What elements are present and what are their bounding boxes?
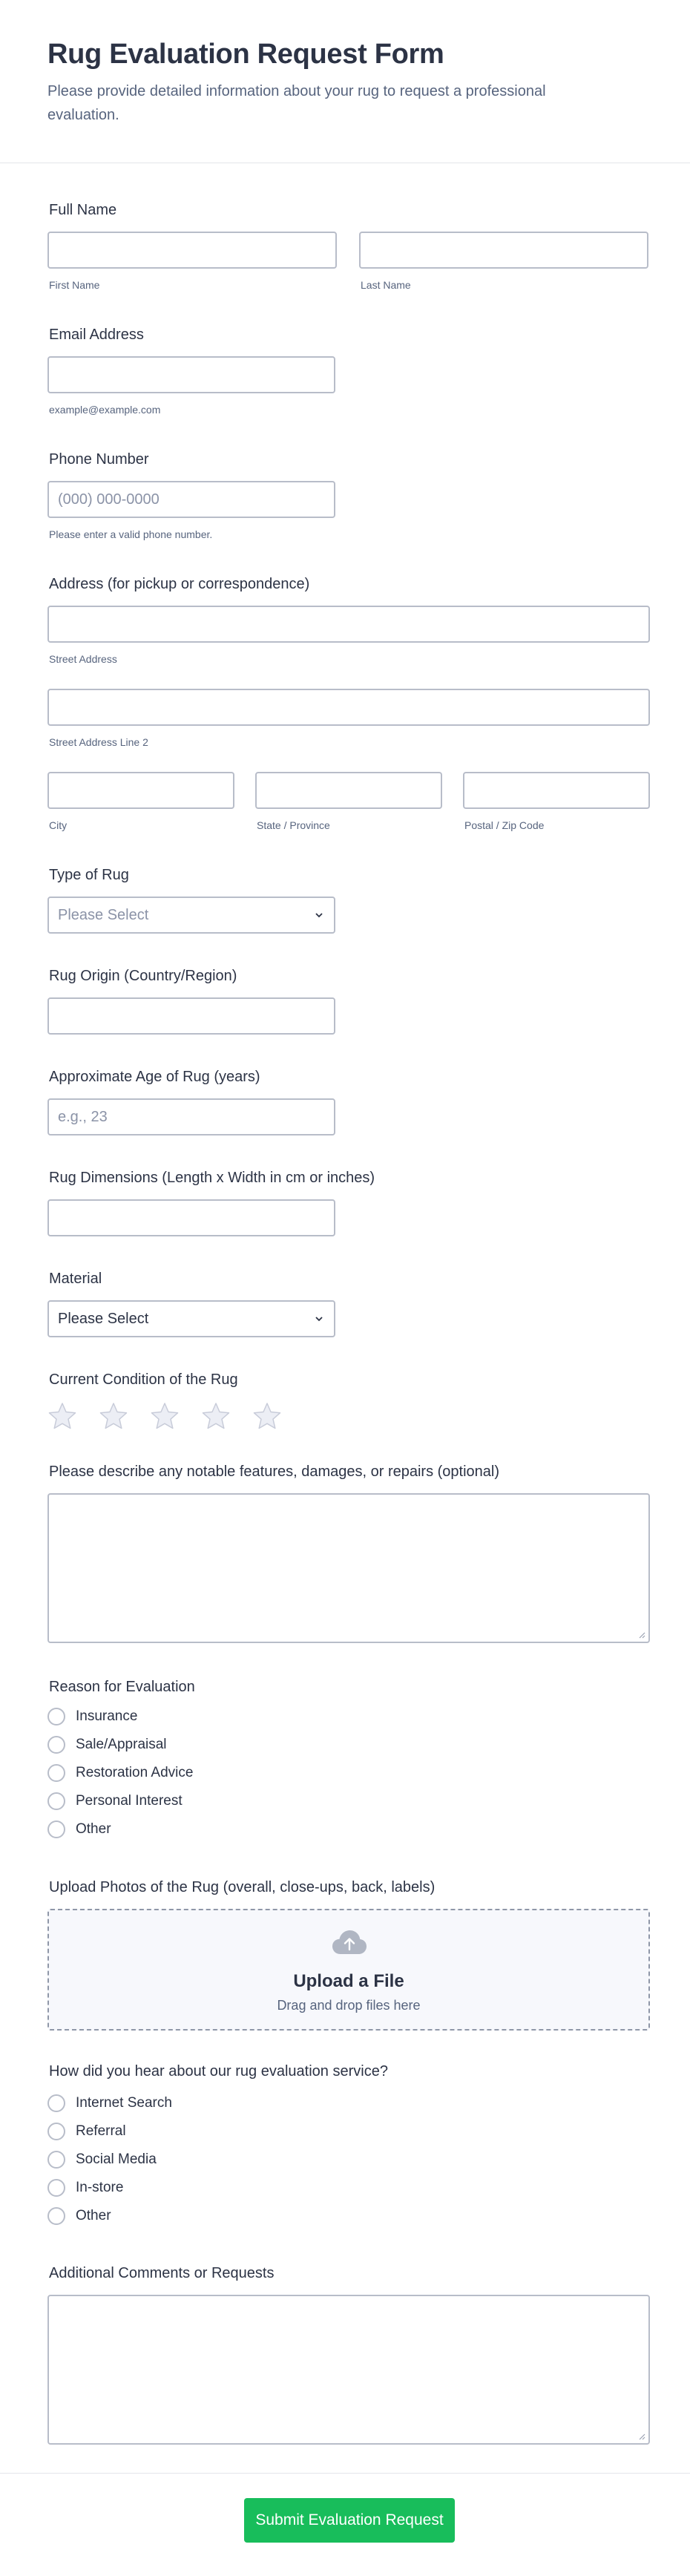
reason-radio-group [47, 1702, 193, 1843]
first-name-sublabel: First Name [49, 279, 100, 291]
postal-input[interactable] [463, 772, 650, 809]
star-rating[interactable] [47, 1401, 282, 1431]
cloud-upload-icon [331, 1928, 368, 1956]
street-address-input[interactable] [47, 606, 650, 643]
phone-placeholder: (000) 000-0000 [58, 491, 160, 508]
age-placeholder: e.g., 23 [58, 1109, 108, 1125]
resize-grip-icon[interactable] [638, 2433, 645, 2440]
email-input[interactable] [47, 356, 335, 393]
heard-radio-group [47, 2089, 172, 2230]
dimensions-label: Rug Dimensions (Length x Width in cm or inches) [49, 1170, 375, 1186]
form-header [0, 0, 690, 163]
radio-button[interactable] [47, 1764, 65, 1782]
reason-option-restoration[interactable]: Restoration Advice [47, 1759, 193, 1787]
star-icon[interactable] [252, 1401, 282, 1431]
street-address-line2-input[interactable] [47, 689, 650, 726]
address-label: Address (for pickup or correspondence) [49, 576, 310, 592]
phone-label: Phone Number [49, 451, 149, 468]
dimensions-input[interactable] [47, 1199, 335, 1236]
upload-title: Upload a File [293, 1971, 404, 1991]
rug-type-label: Type of Rug [49, 867, 129, 883]
form-footer [0, 2473, 690, 2576]
phone-input[interactable] [47, 481, 335, 518]
radio-button[interactable] [47, 2151, 65, 2169]
heard-option-referral[interactable]: Referral [47, 2117, 172, 2146]
radio-button[interactable] [47, 1820, 65, 1838]
resize-grip-icon[interactable] [638, 1631, 645, 1639]
street-address-sublabel: Street Address [49, 653, 117, 665]
submit-button[interactable]: Submit Evaluation Request [244, 2498, 455, 2543]
last-name-sublabel: Last Name [361, 279, 411, 291]
radio-button[interactable] [47, 2207, 65, 2225]
last-name-input[interactable] [359, 232, 648, 269]
full-name-label: Full Name [49, 202, 117, 218]
chevron-down-icon [315, 911, 323, 920]
rug-type-select[interactable] [47, 897, 335, 934]
heard-option-internet[interactable]: Internet Search [47, 2089, 172, 2117]
state-sublabel: State / Province [257, 819, 330, 831]
phone-sublabel: Please enter a valid phone number. [49, 528, 213, 540]
heard-option-instore[interactable]: In-store [47, 2174, 172, 2202]
reason-option-personal[interactable]: Personal Interest [47, 1787, 193, 1815]
heard-label: How did you hear about our rug evaluation service? [49, 2063, 388, 2080]
upload-label: Upload Photos of the Rug (overall, close-ups, back, labels) [49, 1879, 436, 1895]
age-input[interactable] [47, 1098, 335, 1135]
city-input[interactable] [47, 772, 234, 809]
city-sublabel: City [49, 819, 68, 831]
star-icon[interactable] [99, 1401, 128, 1431]
email-label: Email Address [49, 327, 144, 343]
star-icon[interactable] [47, 1401, 77, 1431]
heard-option-social[interactable]: Social Media [47, 2146, 172, 2174]
heard-option-other[interactable]: Other [47, 2202, 172, 2230]
postal-sublabel: Postal / Zip Code [464, 819, 545, 831]
reason-option-other[interactable]: Other [47, 1815, 193, 1843]
file-upload-dropzone[interactable] [47, 1909, 650, 2031]
street-address-line2-sublabel: Street Address Line 2 [49, 736, 148, 748]
reason-option-sale[interactable]: Sale/Appraisal [47, 1731, 193, 1759]
comments-textarea[interactable] [47, 2295, 650, 2445]
origin-input[interactable] [47, 997, 335, 1035]
origin-label: Rug Origin (Country/Region) [49, 968, 237, 984]
comments-label: Additional Comments or Requests [49, 2265, 275, 2281]
features-label: Please describe any notable features, damages, or repairs (optional) [49, 1464, 500, 1480]
radio-button[interactable] [47, 2094, 65, 2112]
radio-button[interactable] [47, 1736, 65, 1754]
radio-button[interactable] [47, 1792, 65, 1810]
rug-type-value: Please Select [58, 907, 149, 923]
reason-option-insurance[interactable]: Insurance [47, 1702, 193, 1731]
age-label: Approximate Age of Rug (years) [49, 1069, 260, 1085]
material-value: Please Select [58, 1311, 149, 1327]
chevron-down-icon [315, 1314, 323, 1323]
radio-button[interactable] [47, 2123, 65, 2140]
state-input[interactable] [255, 772, 442, 809]
material-select[interactable] [47, 1300, 335, 1337]
features-textarea[interactable] [47, 1493, 650, 1643]
first-name-input[interactable] [47, 232, 337, 269]
page-description: Please provide detailed information about your rug to request a professional evaluation. [47, 83, 546, 123]
reason-label: Reason for Evaluation [49, 1679, 195, 1695]
upload-subtitle: Drag and drop files here [277, 1998, 421, 2013]
material-label: Material [49, 1271, 102, 1287]
email-sublabel: example@example.com [49, 404, 161, 416]
page-title: Rug Evaluation Request Form [47, 39, 444, 70]
star-icon[interactable] [201, 1401, 231, 1431]
radio-button[interactable] [47, 2179, 65, 2197]
condition-label: Current Condition of the Rug [49, 1371, 238, 1388]
radio-button[interactable] [47, 1708, 65, 1725]
star-icon[interactable] [150, 1401, 180, 1431]
